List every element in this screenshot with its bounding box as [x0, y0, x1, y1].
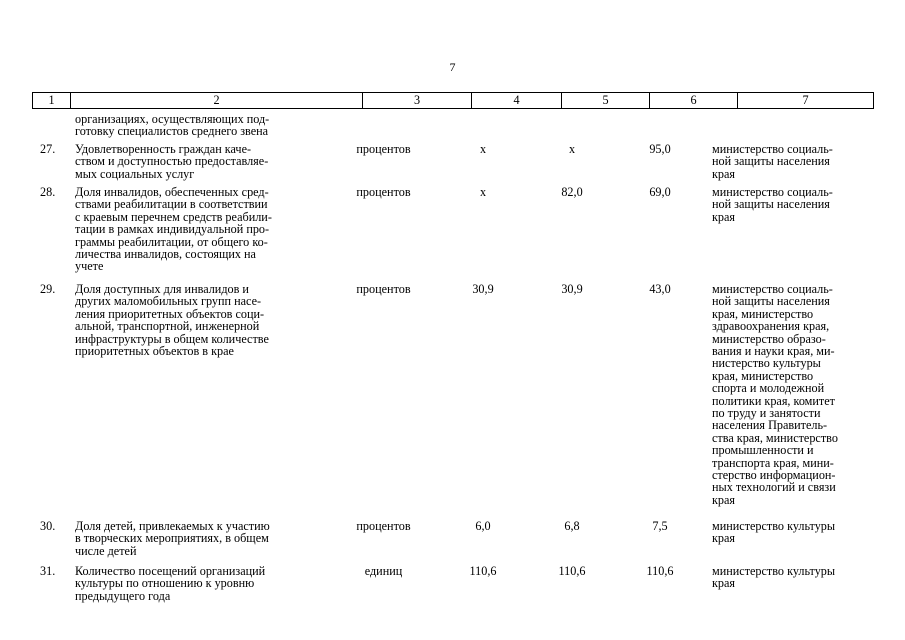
continuation-text: организациях, осуществляющих под-	[75, 112, 270, 126]
indicator-name: ством и доступностью предоставляе-	[75, 154, 269, 169]
header-col-6: 6	[649, 93, 737, 108]
responsible-authority: по труду и занятости	[712, 406, 821, 420]
row-number: 29.	[40, 282, 56, 296]
indicator-name: предыдущего года	[75, 588, 171, 603]
responsible-authority: политики края, комитет	[712, 393, 835, 408]
indicator-name: мых социальных услуг	[75, 166, 195, 181]
indicator-name: граммы реабилитации, от общего ко-	[75, 234, 268, 249]
indicator-name: культуры по отношению к уровню	[75, 576, 255, 591]
value-col-4: 6,0	[475, 519, 491, 533]
header-col-3: 3	[362, 93, 471, 108]
responsible-authority: стерство информацион-	[712, 468, 836, 482]
continuation-text: готовку специалистов среднего звена	[75, 124, 269, 139]
responsible-authority: края, министерство	[712, 306, 814, 321]
table-header	[32, 92, 874, 109]
responsible-authority: края	[712, 576, 736, 591]
value-col-5: 110,6	[558, 564, 586, 578]
responsible-authority: ной защиты населения	[712, 197, 830, 212]
value-col-5: 30,9	[561, 282, 583, 296]
responsible-authority: министерство социаль-	[712, 185, 833, 199]
responsible-authority: края	[712, 166, 736, 181]
row-number: 31.	[40, 564, 56, 578]
responsible-authority: здравоохранения края,	[712, 319, 830, 334]
responsible-authority: края, министерство	[712, 368, 814, 383]
indicator-name: других маломобильных групп насе-	[75, 294, 262, 309]
responsible-authority: края	[712, 209, 736, 224]
indicator-name: Удовлетворенность граждан каче-	[75, 142, 252, 156]
row-number: 27.	[40, 142, 56, 156]
responsible-authority: вания и науки края, ми-	[712, 344, 835, 358]
indicator-name: Количество посещений организаций	[75, 564, 266, 578]
indicator-name: ствами реабилитации в соответствии	[75, 197, 268, 212]
responsible-authority: министерство культуры	[712, 519, 836, 533]
row-number: 30.	[40, 519, 56, 533]
responsible-authority: спорта и молодежной	[712, 381, 825, 396]
responsible-authority: транспорта края, мини-	[712, 455, 834, 470]
value-col-6: 110,6	[646, 564, 674, 578]
responsible-authority: населения Правитель-	[712, 418, 828, 433]
header-col-1: 1	[48, 93, 55, 107]
indicator-name: с краевым перечнем средств реабили-	[75, 209, 272, 224]
unit-cell: процентов	[356, 519, 411, 533]
indicator-name: учете	[75, 259, 104, 274]
responsible-authority: министерство социаль-	[712, 282, 833, 296]
header-col-7: 7	[737, 93, 873, 108]
value-col-5: 82,0	[561, 185, 583, 199]
value-col-4: х	[479, 142, 487, 156]
value-col-6: 95,0	[649, 142, 671, 156]
indicator-name: тации в рамках индивидуальной про-	[75, 222, 270, 237]
responsible-authority: края	[712, 531, 736, 546]
indicator-name: приоритетных объектов в крае	[75, 344, 234, 358]
row-number: 28.	[40, 185, 56, 199]
value-col-5: 6,8	[564, 519, 580, 533]
indicator-name: Доля доступных для инвалидов и	[75, 282, 249, 296]
responsible-authority: ной защиты населения	[712, 294, 830, 309]
value-col-6: 69,0	[649, 185, 671, 199]
value-col-6: 7,5	[652, 519, 668, 533]
responsible-authority: министерство образо-	[712, 331, 826, 346]
header-col-2: 2	[70, 93, 362, 108]
unit-cell: единиц	[364, 564, 403, 578]
responsible-authority: министерство культуры	[712, 564, 836, 578]
responsible-authority: ства края, министерство	[712, 430, 838, 445]
indicator-name: Доля детей, привлекаемых к участию	[75, 519, 270, 533]
responsible-authority: ной защиты населения	[712, 154, 830, 169]
indicator-name: ления приоритетных объектов соци-	[75, 306, 265, 321]
value-col-4: 30,9	[472, 282, 494, 296]
indicator-name: в творческих мероприятиях, в общем	[75, 531, 269, 546]
page-number: 7	[449, 60, 456, 74]
header-col-4: 4	[471, 93, 561, 108]
indicator-name: числе детей	[75, 543, 137, 558]
indicator-name: Доля инвалидов, обеспеченных сред-	[75, 185, 269, 199]
value-col-4: 110,6	[469, 564, 497, 578]
responsible-authority: промышленности и	[712, 443, 814, 458]
value-col-4: х	[479, 185, 487, 199]
responsible-authority: нистерство культуры	[712, 356, 821, 371]
indicator-name: личества инвалидов, состоящих на	[75, 247, 256, 261]
unit-cell: процентов	[356, 142, 411, 156]
responsible-authority: ных технологий и связи	[712, 480, 836, 495]
responsible-authority: министерство социаль-	[712, 142, 833, 156]
responsible-authority: края	[712, 492, 736, 507]
unit-cell: процентов	[356, 185, 411, 199]
value-col-5: х	[568, 142, 576, 156]
header-col-5: 5	[561, 93, 649, 108]
value-col-6: 43,0	[649, 282, 671, 296]
unit-cell: процентов	[356, 282, 411, 296]
indicator-name: альной, транспортной, инженерной	[75, 319, 260, 334]
indicator-name: инфраструктуры в общем количестве	[75, 331, 269, 346]
